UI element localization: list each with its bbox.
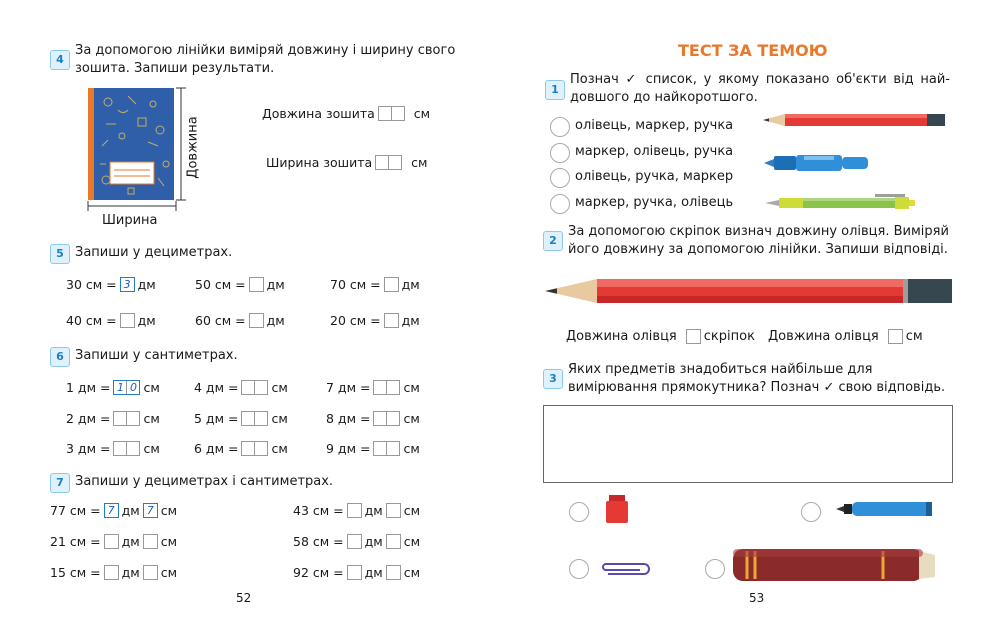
- task6-unit: см: [271, 380, 288, 395]
- q3-option-radio[interactable]: [569, 502, 589, 522]
- task7-item: [50, 565, 177, 580]
- notebook-image: [88, 88, 174, 200]
- task5-unit: дм: [137, 277, 156, 292]
- notebook-width-line: [266, 155, 427, 170]
- cm-unit: см: [160, 503, 178, 518]
- q1-option-label: маркер, ручка, олівець: [575, 195, 734, 210]
- task5-answer-box[interactable]: [120, 313, 135, 328]
- small-pencil-image: [763, 112, 947, 128]
- cm-unit: см: [403, 503, 421, 518]
- task6-expr: 5 дм =: [194, 411, 239, 426]
- task7-expr: 77 см =: [50, 503, 101, 518]
- width-line-label: Ширина зошита: [266, 155, 373, 170]
- rectangle-to-measure: [543, 405, 953, 483]
- dm-unit: дм: [364, 534, 383, 549]
- q1-option-radio[interactable]: [550, 117, 570, 137]
- task7-dm-box[interactable]: [347, 503, 362, 518]
- task6-answer-box[interactable]: [241, 380, 268, 395]
- task6-unit: см: [143, 411, 160, 426]
- task5-unit: дм: [266, 313, 285, 328]
- task6-item: [326, 411, 420, 426]
- task7-item: [293, 534, 420, 549]
- task5-item: [66, 313, 156, 328]
- task7-dm-box[interactable]: [104, 565, 119, 580]
- task5-answer-box[interactable]: [249, 313, 264, 328]
- task5-item: [330, 277, 420, 292]
- task6-expr: 3 дм =: [66, 441, 111, 456]
- cm-unit: см: [403, 534, 421, 549]
- task6-unit: см: [403, 411, 420, 426]
- task5-unit: дм: [401, 313, 420, 328]
- task5-item: [330, 313, 420, 328]
- task7-expr: 92 см =: [293, 565, 344, 580]
- task7-cm-box[interactable]: [143, 534, 158, 549]
- marker-image: [764, 151, 870, 175]
- task5-expr: 40 см =: [66, 313, 117, 328]
- task4-number: 4: [50, 50, 70, 70]
- task6-item: [66, 380, 160, 395]
- task6-unit: см: [403, 380, 420, 395]
- task7-item: [293, 565, 420, 580]
- q1-option-label: олівець, ручка, маркер: [575, 169, 734, 184]
- q1-number: 1: [545, 80, 565, 100]
- q3-number: 3: [543, 369, 563, 389]
- q1-option-label: олівець, маркер, ручка: [575, 118, 734, 133]
- q3-option-radio[interactable]: [569, 559, 589, 579]
- q2-answer-line-2: [768, 329, 923, 344]
- eraser-image: [606, 495, 628, 523]
- task7-cm-box[interactable]: [143, 565, 158, 580]
- task7-item: [50, 534, 177, 549]
- task5-answer-box[interactable]: [249, 277, 264, 292]
- pen-image: [765, 193, 917, 213]
- task5-answer-box[interactable]: [384, 313, 399, 328]
- task6-answer-box[interactable]: [373, 441, 400, 456]
- task6-answer-box[interactable]: [113, 441, 140, 456]
- task6-answer-box[interactable]: [113, 411, 140, 426]
- task7-dm-box[interactable]: [347, 565, 362, 580]
- task6-expr: 4 дм =: [194, 380, 239, 395]
- task7-number: 7: [50, 473, 70, 493]
- q2-answer-line-1: [566, 329, 755, 344]
- task7-cm-box[interactable]: 7: [143, 503, 158, 518]
- q2-answer1-unit: скріпок: [703, 329, 755, 344]
- cm-unit: см: [160, 565, 178, 580]
- length-vertical-label: Довжина: [185, 116, 201, 179]
- dm-unit: дм: [121, 503, 140, 518]
- dm-unit: дм: [364, 503, 383, 518]
- task7-item: [293, 503, 420, 518]
- digit: 1: [116, 381, 124, 394]
- task5-number: 5: [50, 244, 70, 264]
- task7-cm-box[interactable]: [386, 534, 401, 549]
- task5-expr: 50 см =: [195, 277, 246, 292]
- task5-answer-box[interactable]: 3: [120, 277, 135, 292]
- task7-expr: 21 см =: [50, 534, 101, 549]
- task7-expr: 15 см =: [50, 565, 101, 580]
- task7-text: Запиши у дециметрах і сантиметрах.: [75, 474, 334, 489]
- page-number-left: 52: [236, 591, 252, 605]
- q3-option-radio[interactable]: [801, 502, 821, 522]
- task6-expr: 6 дм =: [194, 441, 239, 456]
- q3-text: Яких предметів знадобиться найбільше для вимірювання прямокутника? Познач ✓ свою відповідь.: [568, 362, 946, 395]
- task6-item: [66, 411, 160, 426]
- cm-unit: см: [160, 534, 178, 549]
- paperclip-image: [600, 560, 652, 578]
- task7-cm-box[interactable]: [386, 503, 401, 518]
- book-image: [733, 547, 937, 583]
- dm-unit: дм: [364, 565, 383, 580]
- task6-item: [66, 441, 160, 456]
- task6-unit: см: [271, 411, 288, 426]
- q3-option-radio[interactable]: [705, 559, 725, 579]
- task6-unit: см: [143, 441, 160, 456]
- width-arrow: [86, 201, 178, 211]
- notebook-length-line: [262, 106, 430, 121]
- q1-option-radio[interactable]: [550, 194, 570, 214]
- task6-answer-box[interactable]: [113, 380, 140, 395]
- task6-text: Запиши у сантиметрах.: [75, 348, 238, 363]
- task6-expr: 9 дм =: [326, 441, 371, 456]
- task7-dm-box[interactable]: [347, 534, 362, 549]
- cm-unit: см: [403, 565, 421, 580]
- q2-answer2-unit: см: [905, 329, 923, 344]
- task5-expr: 20 см =: [330, 313, 381, 328]
- task6-answer-box[interactable]: [241, 441, 268, 456]
- task6-expr: 1 дм =: [66, 380, 111, 395]
- q2-answer2-box[interactable]: [888, 329, 903, 344]
- q1-option-label: маркер, олівець, ручка: [575, 144, 734, 159]
- width-unit: см: [411, 155, 428, 170]
- q1-option-radio[interactable]: [550, 168, 570, 188]
- page-number-right: 53: [749, 591, 765, 605]
- task6-expr: 2 дм =: [66, 411, 111, 426]
- q2-number: 2: [543, 231, 563, 251]
- task4-text: За допомогою лінійки виміряй довжину і ширину свого зошита. Запиши результати.: [75, 43, 456, 76]
- dm-unit: дм: [121, 565, 140, 580]
- task7-cm-box[interactable]: [386, 565, 401, 580]
- task6-unit: см: [271, 441, 288, 456]
- task5-unit: дм: [401, 277, 420, 292]
- task5-unit: дм: [266, 277, 285, 292]
- task6-item: [326, 441, 420, 456]
- task5-text: Запиши у дециметрах.: [75, 245, 233, 260]
- task6-answer-box[interactable]: [373, 411, 400, 426]
- long-pencil-image: [545, 278, 952, 304]
- task6-item: [194, 380, 288, 395]
- digit: 0: [126, 381, 139, 394]
- length-arrow: [176, 86, 186, 202]
- task7-expr: 43 см =: [293, 503, 344, 518]
- task6-answer-box[interactable]: [241, 411, 268, 426]
- q2-text: За допомогою скріпок визнач довжину олівця. Виміряй його довжину за допомогою лінійки. Запиши відповіді.: [568, 224, 949, 257]
- task6-unit: см: [403, 441, 420, 456]
- task7-dm-box[interactable]: 7: [104, 503, 119, 518]
- task5-expr: 70 см =: [330, 277, 381, 292]
- task5-unit: дм: [137, 313, 156, 328]
- q2-answer2-label: Довжина олівця: [768, 329, 879, 344]
- length-line-label: Довжина зошита: [262, 106, 375, 121]
- task5-item: [66, 277, 156, 292]
- task5-answer-box[interactable]: [384, 277, 399, 292]
- width-answer-box[interactable]: [375, 155, 402, 170]
- width-label: Ширина: [102, 213, 158, 228]
- task6-item: [326, 380, 420, 395]
- q1-option-radio[interactable]: [550, 143, 570, 163]
- blue-marker-image: [836, 499, 936, 519]
- q2-answer1-box[interactable]: [686, 329, 701, 344]
- task5-expr: 30 см =: [66, 277, 117, 292]
- task5-item: [195, 277, 285, 292]
- task5-expr: 60 см =: [195, 313, 246, 328]
- task6-unit: см: [143, 380, 160, 395]
- dm-unit: дм: [121, 534, 140, 549]
- task7-dm-box[interactable]: [104, 534, 119, 549]
- task6-expr: 8 дм =: [326, 411, 371, 426]
- q2-answer1-label: Довжина олівця: [566, 329, 677, 344]
- task5-item: [195, 313, 285, 328]
- task6-expr: 7 дм =: [326, 380, 371, 395]
- task6-item: [194, 411, 288, 426]
- length-unit: см: [413, 106, 431, 121]
- task7-expr: 58 см =: [293, 534, 344, 549]
- test-title: ТЕСТ ЗА ТЕМОЮ: [678, 41, 828, 60]
- q1-text: Познач ✓ список, у якому показано об'єкти від найдовшого до найкоротшого.: [570, 72, 950, 105]
- task6-item: [194, 441, 288, 456]
- task7-item: [50, 503, 177, 518]
- task6-number: 6: [50, 347, 70, 367]
- task6-answer-box[interactable]: [373, 380, 400, 395]
- length-answer-box[interactable]: [378, 106, 405, 121]
